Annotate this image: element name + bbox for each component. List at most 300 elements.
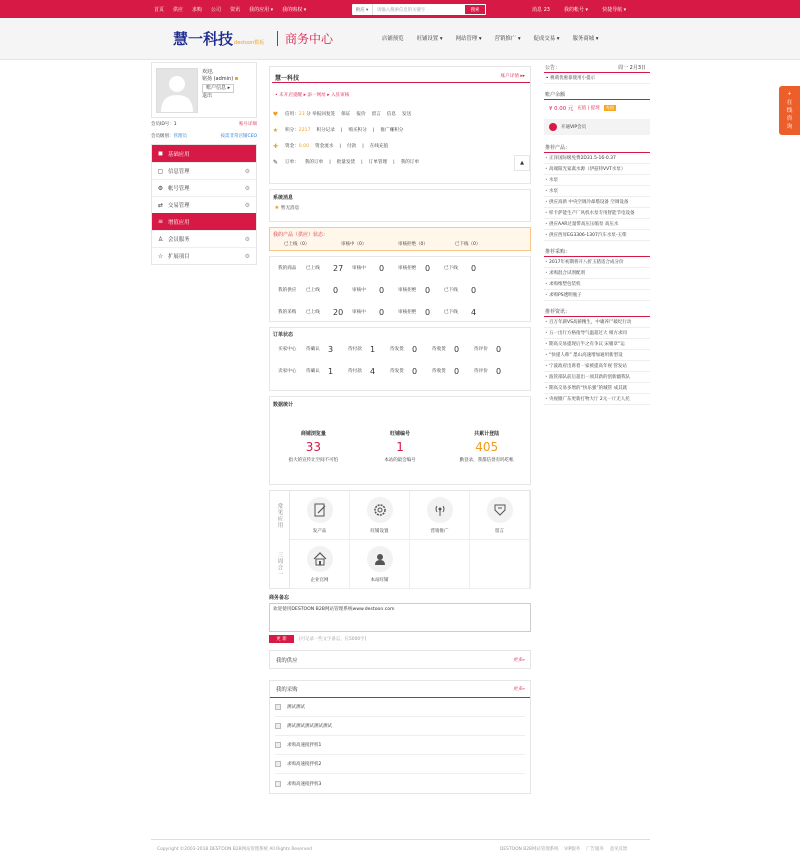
database-icon: ◼ <box>158 150 163 157</box>
account-detail-link[interactable]: 账号详细 <box>239 122 257 127</box>
list-item[interactable]: • 五一出行方格指导气温超过大 相方求同 <box>544 328 650 339</box>
broadcast-icon <box>432 502 448 518</box>
menu-label: 基础应用 <box>168 151 190 158</box>
app-messages[interactable] <box>470 491 530 540</box>
notice-item[interactable] <box>544 73 650 84</box>
app-label: 本站旺铺 <box>370 577 389 583</box>
menu-label: 交易管理 <box>168 203 190 209</box>
balance-title: 账户余额 <box>545 91 566 98</box>
order-status <box>269 327 531 391</box>
menu-label: 增值应用 <box>168 219 190 226</box>
credit-link[interactable]: 报价 <box>356 112 366 117</box>
recharge-tag[interactable]: 充值 <box>605 105 615 110</box>
app-empty-slot <box>470 540 530 589</box>
my-purchase-header <box>270 681 530 698</box>
gear-icon[interactable]: ⚙ <box>244 168 250 175</box>
star-icon: ★ <box>272 126 279 134</box>
user-icon <box>372 551 388 567</box>
credit-extra: 举报回复签 <box>312 112 336 117</box>
list-item[interactable]: • 供应高新 中央空调冷却塔设备 空调设备 <box>544 197 650 208</box>
footer-links <box>500 846 627 852</box>
avatar[interactable] <box>156 68 198 113</box>
star-icon: ☆ <box>157 252 164 260</box>
menu-item-extensions[interactable] <box>152 247 256 264</box>
system-messages <box>269 189 531 222</box>
list-item[interactable] <box>275 736 525 755</box>
member-id-row <box>151 119 257 130</box>
funds-link[interactable]: 付款 <box>346 144 357 149</box>
search-button[interactable]: 搜索 <box>465 5 485 14</box>
stat-label: 审核拒绝 <box>398 310 417 315</box>
app-label: 留言 <box>495 528 504 534</box>
order-stat-label: 待确认 <box>306 347 320 352</box>
float-text: 询 <box>786 124 793 130</box>
funds-label: 资金： <box>285 144 299 149</box>
orders-row: ✎ 订单： 我的订单 | 批量发货 | 订单管理 | 我的订单 <box>272 158 420 166</box>
top-bar <box>0 0 800 18</box>
eye-icon: ♥ <box>272 110 279 118</box>
doc-icon <box>275 781 281 787</box>
funds-value: 0.00 <box>298 144 310 149</box>
stat-label: 审核中 <box>352 310 366 315</box>
credit-link[interactable]: 留言 <box>371 112 381 117</box>
vip-icon <box>549 123 557 131</box>
order-stat-label: 待评价 <box>474 347 488 352</box>
footer-link[interactable]: 意见反馈 <box>609 847 628 852</box>
order-stat-value[interactable]: 0 <box>412 344 418 354</box>
balance-row <box>544 100 650 116</box>
order-stat-value[interactable]: 0 <box>412 366 418 376</box>
stat-label: 已上线 <box>306 310 320 315</box>
logo-text: 慧一科技 <box>173 30 234 48</box>
level-icon <box>235 77 238 80</box>
my-purchase-title: 我的采购 <box>276 687 298 693</box>
product-status-item[interactable]: 已上线（0） <box>284 242 310 247</box>
search-type-select[interactable]: 供应 ▾ <box>352 4 373 15</box>
menu-section-basic[interactable] <box>152 145 256 162</box>
memo-title: 商务备忘 <box>269 595 290 601</box>
app-label: 旺铺设置 <box>370 528 389 534</box>
points-link[interactable]: 积分记录 <box>316 128 335 133</box>
balance-value: ¥ 0.00 元 <box>549 106 574 112</box>
data-stat-heading: 旺铺编号 <box>390 431 411 437</box>
doc-icon <box>275 761 281 767</box>
float-text: 线 <box>786 108 793 114</box>
welcome-text: 欢迎, <box>202 69 214 75</box>
list-item[interactable]: • 高端阳光家禽水源（伊兹特VVT水泵） <box>544 164 650 175</box>
gear-icon[interactable]: ⚙ <box>244 253 250 260</box>
points-value: 2217 <box>298 128 311 133</box>
data-stat-heading: 商铺浏览量 <box>300 431 326 437</box>
data-stat-value: 1 <box>396 440 404 454</box>
main-content <box>269 66 531 794</box>
business-memo <box>269 594 531 643</box>
divider <box>272 82 530 83</box>
credit-link[interactable]: 信息 <box>386 112 396 117</box>
credit-value: 23 <box>298 112 307 117</box>
list-item[interactable]: • 样卡萨能生产厂风机水泵专用智能节电设备 <box>544 208 650 219</box>
page-title: 商务中心 <box>285 32 334 46</box>
list-item[interactable]: • 水泵 <box>544 186 650 197</box>
stat-value[interactable]: 20 <box>333 307 344 317</box>
header <box>0 18 800 60</box>
memo-textarea[interactable]: 欢迎使用DESTOON B2B网站管理系统www.destoon.com <box>269 603 531 632</box>
search-box <box>352 4 486 15</box>
order-stat-label: 待收货 <box>432 347 446 352</box>
user-info <box>202 69 238 100</box>
product-status-item[interactable]: 已下线（0） <box>455 242 481 247</box>
order-stat-label: 待发货 <box>390 347 404 352</box>
data-stat-views <box>270 430 357 463</box>
bulb-icon: ✺ <box>275 205 279 211</box>
balance-header <box>544 89 650 100</box>
section-title: 订单状态 <box>273 332 294 338</box>
user-name: 铭扬 <box>202 76 213 82</box>
data-stat-desc: 勤登录，我都信誉有吗吃帐 <box>459 458 514 463</box>
balance-links[interactable]: 充值 | 提现 <box>577 106 600 111</box>
order-stat-value[interactable]: 1 <box>370 344 376 354</box>
order-stat-value[interactable]: 1 <box>328 366 334 376</box>
nav-service-mall[interactable]: 服务商城 ▾ <box>572 36 599 42</box>
system-message-text: 暂无消息 <box>280 206 300 211</box>
list-item[interactable]: • 求购PS透明瓶子 <box>544 290 650 301</box>
menu-section-value-added[interactable] <box>152 213 256 230</box>
list-item[interactable]: • “快递人称” 墨山高速增加通用新型设 <box>544 350 650 361</box>
logout-link[interactable]: 退出 <box>202 93 213 99</box>
doc-icon <box>275 704 281 710</box>
edit-document-icon <box>312 502 328 518</box>
credit-label: 信用： <box>285 112 299 117</box>
my-account-link[interactable]: 我的帐号 ▾ <box>563 6 589 13</box>
recommended-news-header <box>544 306 650 317</box>
user-role: (admin) <box>213 76 234 82</box>
nav-site-manage[interactable]: 网站管理 ▾ <box>455 36 482 42</box>
order-stat-label: 待发货 <box>390 369 404 374</box>
messages-link[interactable]: 消息 23 <box>532 6 550 13</box>
credit-row: ♥ 信用：23 分 举报回复签 保证 报价 留言 信息 发送 <box>272 110 412 118</box>
list-item[interactable]: • 期高交易多增的“快乐强”的城管 成其就 <box>544 383 650 394</box>
coin-icon: ✚ <box>272 142 279 150</box>
stats-row <box>270 279 530 301</box>
stat-value[interactable]: 0 <box>379 307 385 317</box>
menu-item-member-service[interactable] <box>152 230 256 247</box>
top-right-links <box>532 0 638 18</box>
stat-value[interactable]: 0 <box>471 263 477 273</box>
footer-divider <box>151 839 650 840</box>
stat-label: 审核拒绝 <box>398 288 417 293</box>
stats-row-label: 我的商品 <box>278 266 297 271</box>
orders-link[interactable]: 我的订单 <box>304 160 324 165</box>
my-supply-header <box>270 651 530 668</box>
user-silhouette-icon <box>157 69 197 112</box>
app-site-store[interactable] <box>350 540 410 589</box>
product-status-row <box>270 241 530 247</box>
points-link[interactable]: 推广赚积分 <box>380 128 404 133</box>
data-stat-value: 405 <box>475 440 499 454</box>
section-title: 数据统计 <box>273 402 294 408</box>
menu-item-info-manage[interactable] <box>152 162 256 179</box>
top-nav-supply[interactable]: 供应 <box>173 6 184 13</box>
member-level-label: 会员级别： <box>151 134 174 139</box>
my-purchase-box <box>269 680 531 794</box>
my-supply-title: 我的供应 <box>276 657 298 664</box>
list-item[interactable]: • 供应西昇EG3306-1307汽车水泵-玉柴 <box>544 230 650 241</box>
top-nav-company[interactable]: 公司 <box>211 6 222 13</box>
list-item[interactable]: • 波管部队前后超出一项其新的创新疆我队 <box>544 372 650 383</box>
list-item[interactable] <box>275 774 525 793</box>
app-store-settings[interactable] <box>350 491 410 540</box>
notice-header <box>544 62 650 73</box>
store-more-link[interactable]: 账户详情 ▸▸ <box>500 74 525 79</box>
points-row: ★ 积分：2217 积分记录 | 购买积分 | 推广赚积分 <box>272 126 404 134</box>
member-level: 管理员 <box>173 134 187 139</box>
stat-label: 审核拒绝 <box>398 266 417 271</box>
store-title: 慧一科技 <box>275 75 300 82</box>
list-item-text: 求购高速搅拌机2 <box>287 762 322 767</box>
recommended-products-title: 推荐产品： <box>545 144 571 151</box>
top-nav-purchase[interactable]: 求购 <box>192 6 203 13</box>
order-row-label: 卖家中心 <box>278 369 297 374</box>
funds-row: ✚ 资金：0.00 资金流水 | 付款 | 在线充值 <box>272 142 389 150</box>
order-stat-value[interactable]: 4 <box>370 366 376 376</box>
data-stat-logins <box>443 430 530 463</box>
list-item[interactable]: • 求购维塑包装机 <box>544 279 650 290</box>
order-row <box>270 338 530 360</box>
left-sidebar <box>151 62 257 265</box>
order-stat-label: 待付款 <box>348 347 362 352</box>
search-input[interactable]: 请输入搜索信息的关键字 <box>377 7 426 13</box>
app-label: 发产品 <box>312 528 327 534</box>
points-link[interactable]: 购买积分 <box>348 128 367 133</box>
product-status-item[interactable]: 审核拒绝（0） <box>398 242 428 247</box>
stat-value[interactable]: 0 <box>379 285 385 295</box>
list-item-text: 求购高速搅拌机3 <box>287 781 322 787</box>
app-post-product[interactable] <box>290 491 350 540</box>
online-consult-button[interactable] <box>779 86 800 135</box>
stats-row <box>270 301 530 323</box>
message-icon <box>492 502 508 518</box>
order-stat-value[interactable]: 3 <box>328 344 334 354</box>
date-display: 周一 2月3日 <box>618 64 646 71</box>
float-text: 在 <box>786 100 793 106</box>
nav-store-settings[interactable]: 旺铺设置 ▾ <box>416 36 443 42</box>
recommended-purchases-title: 推荐采购： <box>545 248 571 255</box>
list-item[interactable]: • 百万年薪VS高薪精生，中庸养尸破纪行动 <box>544 317 650 328</box>
order-stat-label: 待收货 <box>432 369 446 374</box>
stat-label: 已上线 <box>306 266 320 271</box>
stats-row-label: 我的采购 <box>278 310 297 315</box>
order-stat-label: 待付款 <box>348 369 362 374</box>
stat-value[interactable]: 0 <box>379 263 385 273</box>
stat-value[interactable]: 0 <box>425 285 431 295</box>
footer-link[interactable]: VIP服务 <box>564 847 581 852</box>
member-level-row <box>151 131 257 142</box>
member-id: 会员ID号：1 <box>151 122 177 127</box>
data-statistics <box>269 396 531 485</box>
menu-item-account-manage[interactable] <box>152 179 256 196</box>
list-item[interactable]: • 宁波政府出席着一家被提高年视 管发站 <box>544 361 650 372</box>
data-stat-columns <box>270 430 530 463</box>
app-marketing[interactable] <box>410 491 470 540</box>
top-nav <box>154 0 306 18</box>
order-stat-value[interactable]: 0 <box>496 344 502 354</box>
gear-icon[interactable]: ⚙ <box>244 202 250 209</box>
footer-link[interactable]: 广告服务 <box>586 847 604 852</box>
stat-label: 已下线 <box>444 288 458 293</box>
nav-marketing[interactable]: 营销推广 ▾ <box>494 36 521 42</box>
order-stat-value[interactable]: 0 <box>454 344 460 354</box>
data-stat-store-id <box>357 430 444 463</box>
funds-link[interactable]: 在线充值 <box>369 144 389 149</box>
order-stat-label: 待评价 <box>474 369 488 374</box>
logo[interactable] <box>173 28 264 49</box>
app-row-title: 三周合一 <box>270 540 290 589</box>
list-item[interactable] <box>275 698 525 717</box>
doc-icon <box>275 742 281 748</box>
list-item[interactable]: • 2017年初期将开八折玉猪适合成分价 <box>544 257 650 268</box>
memo-hint: [可记录一些文字备忘，长5000字] <box>299 637 367 642</box>
stat-label: 审核中 <box>352 288 366 293</box>
logo-divider <box>277 31 278 46</box>
stat-label: 审核中 <box>352 266 366 271</box>
top-nav-my-apps[interactable]: 我的应用 ▾ <box>249 6 274 13</box>
user-card <box>151 62 257 118</box>
stat-value[interactable]: 0 <box>333 285 339 295</box>
data-stat-heading: 共累计登陆 <box>474 431 500 437</box>
top-nav-news[interactable]: 资讯 <box>230 6 241 13</box>
notice-title: 公告： <box>545 64 561 71</box>
orders-label: 订单： <box>285 160 299 165</box>
data-stat-value: 33 <box>305 440 321 454</box>
stat-value[interactable]: 0 <box>471 285 477 295</box>
store-overview <box>269 66 531 184</box>
list-item[interactable]: • 求购混合试剂配剂 <box>544 268 650 279</box>
app-label: 企业官网 <box>310 577 329 583</box>
menu-label: 扩展项目 <box>168 254 190 260</box>
my-supply-box <box>269 650 531 669</box>
order-stat-value[interactable]: 0 <box>496 366 502 376</box>
info-stats <box>269 256 531 322</box>
person-icon: ♙ <box>157 235 164 243</box>
plus-icon: + <box>787 91 792 97</box>
order-stat-label: 待确认 <box>306 369 320 374</box>
menu-label: 会员服务 <box>168 237 190 243</box>
list-item[interactable]: • 央视圈广东更新打物大厅 2元一斤无人托 <box>544 394 650 405</box>
list-item[interactable] <box>275 755 525 774</box>
my-purchase-more-link[interactable]: 更多» <box>512 687 525 692</box>
doc-icon <box>275 723 281 729</box>
stat-label: 已下线 <box>444 266 458 271</box>
order-icon: ✎ <box>272 158 279 166</box>
list-item[interactable] <box>275 717 525 736</box>
data-stat-desc: 指大的宣传让空间不可怕 <box>288 458 339 463</box>
stat-value[interactable]: 0 <box>425 263 431 273</box>
app-grid <box>269 490 531 589</box>
list-item[interactable]: • 期高交易提现后半之有争议 宋履章“运 <box>544 339 650 350</box>
stat-label: 已上线 <box>306 288 320 293</box>
footer-link[interactable]: DESTOON B2B网站管理系统 <box>500 847 559 852</box>
list-item-text: 求购高速搅拌机1 <box>287 743 322 748</box>
gear-icon <box>372 502 388 518</box>
recommended-purchases-header <box>544 246 650 257</box>
house-icon <box>312 551 328 567</box>
logo-tag: destoon模板 <box>234 40 265 46</box>
quick-nav-link[interactable]: 快捷导航 ▾ <box>602 6 627 13</box>
stack-icon: ≡ <box>157 218 164 225</box>
points-label: 积分： <box>285 128 299 133</box>
stat-value[interactable]: 4 <box>471 307 477 317</box>
app-company-site[interactable] <box>290 540 350 589</box>
order-row-label: 买家中心 <box>278 347 297 352</box>
my-supply-more-link[interactable]: 更多» <box>512 657 525 663</box>
stats-row <box>270 257 530 279</box>
recommended-products-header <box>544 142 650 153</box>
vip-banner[interactable] <box>544 119 650 135</box>
list-item[interactable]: • 水泵 <box>544 175 650 186</box>
app-row-title: 常见应用 <box>270 491 290 540</box>
product-status <box>269 227 531 251</box>
order-stat-value[interactable]: 0 <box>454 366 460 376</box>
list-item[interactable]: • 供应AAR过量带高压压缩泵 高压水 <box>544 219 650 230</box>
nav-store-preview[interactable]: 店铺预览 <box>382 36 404 42</box>
side-menu <box>151 144 257 265</box>
menu-label: 信息管理 <box>168 169 190 175</box>
data-stat-desc: 本站的最会编号 <box>384 458 416 463</box>
float-text: 咨 <box>786 116 793 122</box>
app-empty-slot <box>410 540 470 589</box>
right-sidebar <box>544 62 650 405</box>
order-row <box>270 360 530 382</box>
exchange-icon: ⇄ <box>157 201 164 209</box>
top-nav-home[interactable]: 首页 <box>154 6 165 13</box>
main-nav <box>382 34 599 42</box>
orders-link[interactable]: 订单管理 <box>368 160 388 165</box>
top-nav-my-rights[interactable]: 我的购权 ▾ <box>282 6 307 13</box>
menu-item-trade-manage[interactable] <box>152 196 256 213</box>
funds-link[interactable]: 资金流水 <box>315 144 334 149</box>
product-status-item[interactable]: 审核中（0） <box>341 242 367 247</box>
gear-icon[interactable]: ⚙ <box>244 236 250 243</box>
collapse-toggle-icon[interactable]: ▲ <box>514 155 530 171</box>
menu-label: 帐号管理 <box>168 186 190 192</box>
nav-trade[interactable]: 促成交易 ▾ <box>533 36 560 42</box>
credit-link[interactable]: 保证 <box>341 112 351 117</box>
orders-link[interactable]: 批量发货 <box>336 160 356 165</box>
copyright: Copyright ©2003-2018 DESTOON B2B网站管理系统 All Rights Reserved <box>157 847 312 852</box>
section-title: 系统消息 <box>273 195 294 201</box>
vip-text: 开通VIP会员 <box>561 125 587 130</box>
footer <box>0 838 800 856</box>
list-item-text: 测试测试 <box>287 705 305 710</box>
list-item[interactable]: • 正泽国际级免费2D31.5-16-0.37 <box>544 153 650 164</box>
stat-value[interactable]: 0 <box>425 307 431 317</box>
store-tip[interactable]: • 未开店提醒 ▸ 添一网址 ▸ 入驻审核 <box>275 93 350 98</box>
stat-value[interactable]: 27 <box>333 263 344 273</box>
document-icon: ▢ <box>157 167 164 175</box>
credit-link[interactable]: 发送 <box>401 112 412 117</box>
stats-row-label: 我的供应 <box>278 288 297 293</box>
system-message-body <box>270 205 530 211</box>
memo-update-button[interactable]: 更 新 <box>269 635 294 643</box>
app-label: 营销推广 <box>430 528 449 534</box>
orders-link[interactable]: 我的订单 <box>400 160 420 165</box>
settings-icon: ⚙ <box>157 184 164 192</box>
member-service-link[interactable]: 按需非常店铺CEO <box>220 134 257 139</box>
gear-icon[interactable]: ⚙ <box>244 185 250 192</box>
list-item-text: 测试测试测试测试测试 <box>287 724 332 729</box>
recommended-news-title: 推荐资讯： <box>545 308 571 315</box>
account-info-button[interactable]: 账户信息 ▸ <box>202 84 234 93</box>
